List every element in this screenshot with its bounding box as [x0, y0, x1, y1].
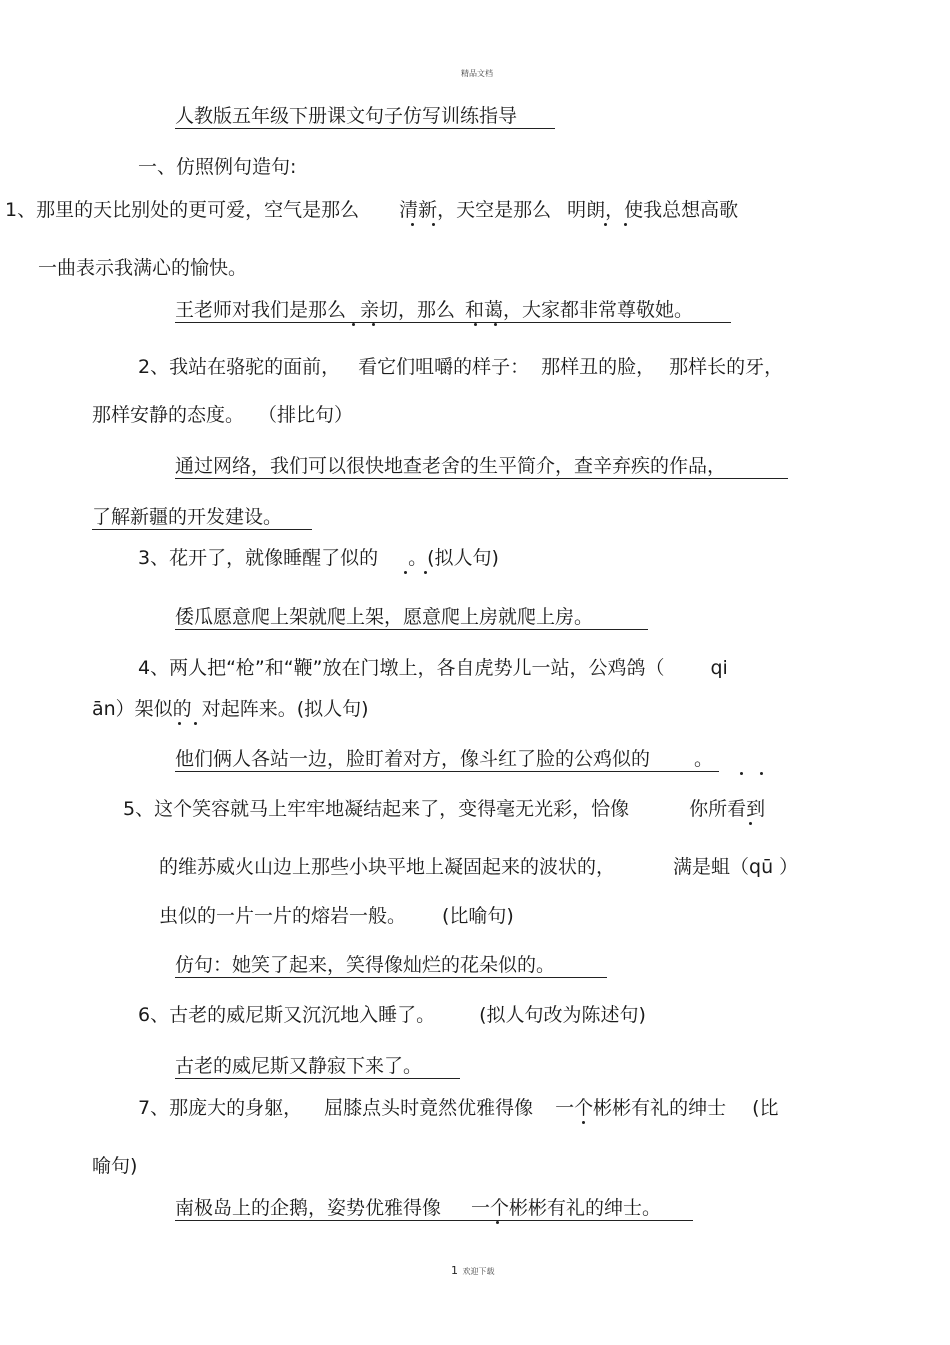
emphasis-dot	[424, 571, 427, 574]
emphasis-dot	[760, 772, 763, 775]
item-4-question: 4、两人把“枪”和“鞭”放在门墩上，各自虎势儿一站，公鸡鸽（ qi	[138, 657, 728, 679]
emphasis-dot	[749, 822, 752, 825]
emphasis-dot	[404, 571, 407, 574]
page-footer	[451, 1264, 495, 1277]
item-2-question: 2、我站在骆驼的面前， 看它们咀嚼的样子： 那样丑的脸， 那样长的牙，	[138, 356, 784, 378]
emphasis-dot	[178, 722, 181, 725]
item-3-question: 3、花开了，就像睡醒了似的 。(拟人句)	[138, 547, 499, 569]
item-4-answer: 他们俩人各站一边，脸盯着对方，像斗红了脸的公鸡似的 。	[175, 747, 719, 771]
emphasis-dot	[352, 323, 355, 326]
item-7-answer: 南极岛上的企鹅，姿势优雅得像 一个彬彬有礼的绅士。	[175, 1196, 693, 1220]
emphasis-dot	[604, 223, 607, 226]
emphasis-dot	[411, 223, 414, 226]
item-5-question: 5、这个笑容就马上牢牢地凝结起来了，变得毫无光彩，恰像 你所看到	[123, 798, 766, 820]
item-7-question: 7、那庞大的身躯， 屈膝点头时竟然优雅得像 一个彬彬有礼的绅士 (比	[138, 1097, 779, 1119]
item-2-answer-cont: 了解新疆的开发建设。	[92, 505, 312, 529]
item-3-answer: 倭瓜愿意爬上架就爬上架，愿意爬上房就爬上房。	[175, 605, 648, 629]
emphasis-dot	[432, 223, 435, 226]
item-7-question-cont: 喻句)	[92, 1155, 138, 1177]
item-5-answer: 仿句：她笑了起来，笑得像灿烂的花朵似的。	[175, 953, 607, 977]
emphasis-dot	[194, 722, 197, 725]
emphasis-dot	[496, 1221, 499, 1224]
emphasis-dot	[740, 772, 743, 775]
item-5-question-cont: 的维苏威火山边上那些小块平地上凝固起来的波状的， 满是蛆（qū ）	[159, 856, 799, 878]
item-5-question-cont2: 虫似的一片一片的熔岩一般。 (比喻句)	[159, 905, 514, 927]
emphasis-dot	[372, 323, 375, 326]
item-1-answer: 王老师对我们是那么 亲切，那么 和蔼，大家都非常尊敬她。	[175, 298, 731, 322]
footer-text: 欢迎下载	[462, 1267, 495, 1276]
item-1-question-cont: 一曲表示我满心的愉快。	[38, 257, 248, 279]
document-title: 人教版五年级下册课文句子仿写训练指导	[175, 104, 555, 128]
emphasis-dot	[624, 223, 627, 226]
item-6-question: 6、古老的威尼斯又沉沉地入睡了。 (拟人句改为陈述句)	[138, 1004, 646, 1026]
emphasis-dot	[494, 323, 497, 326]
header-watermark: 精品文档	[461, 69, 493, 78]
section-heading: 一、仿照例句造句:	[138, 156, 297, 178]
emphasis-dot	[474, 323, 477, 326]
emphasis-dot	[582, 1121, 585, 1124]
page-number: 1	[451, 1264, 458, 1277]
item-4-question-cont: ān）架似的 对起阵来。(拟人句)	[92, 698, 369, 720]
item-2-answer: 通过网络，我们可以很快地查老舍的生平简介，查辛弃疾的作品，	[175, 454, 788, 478]
item-6-answer: 古老的威尼斯又静寂下来了。	[175, 1054, 460, 1078]
item-2-question-cont: 那样安静的态度。 （排比句）	[92, 404, 354, 426]
item-1-question: 1、那里的天比别处的更可爱，空气是那么 清新，天空是那么 明朗，使我总想高歌	[5, 199, 739, 221]
